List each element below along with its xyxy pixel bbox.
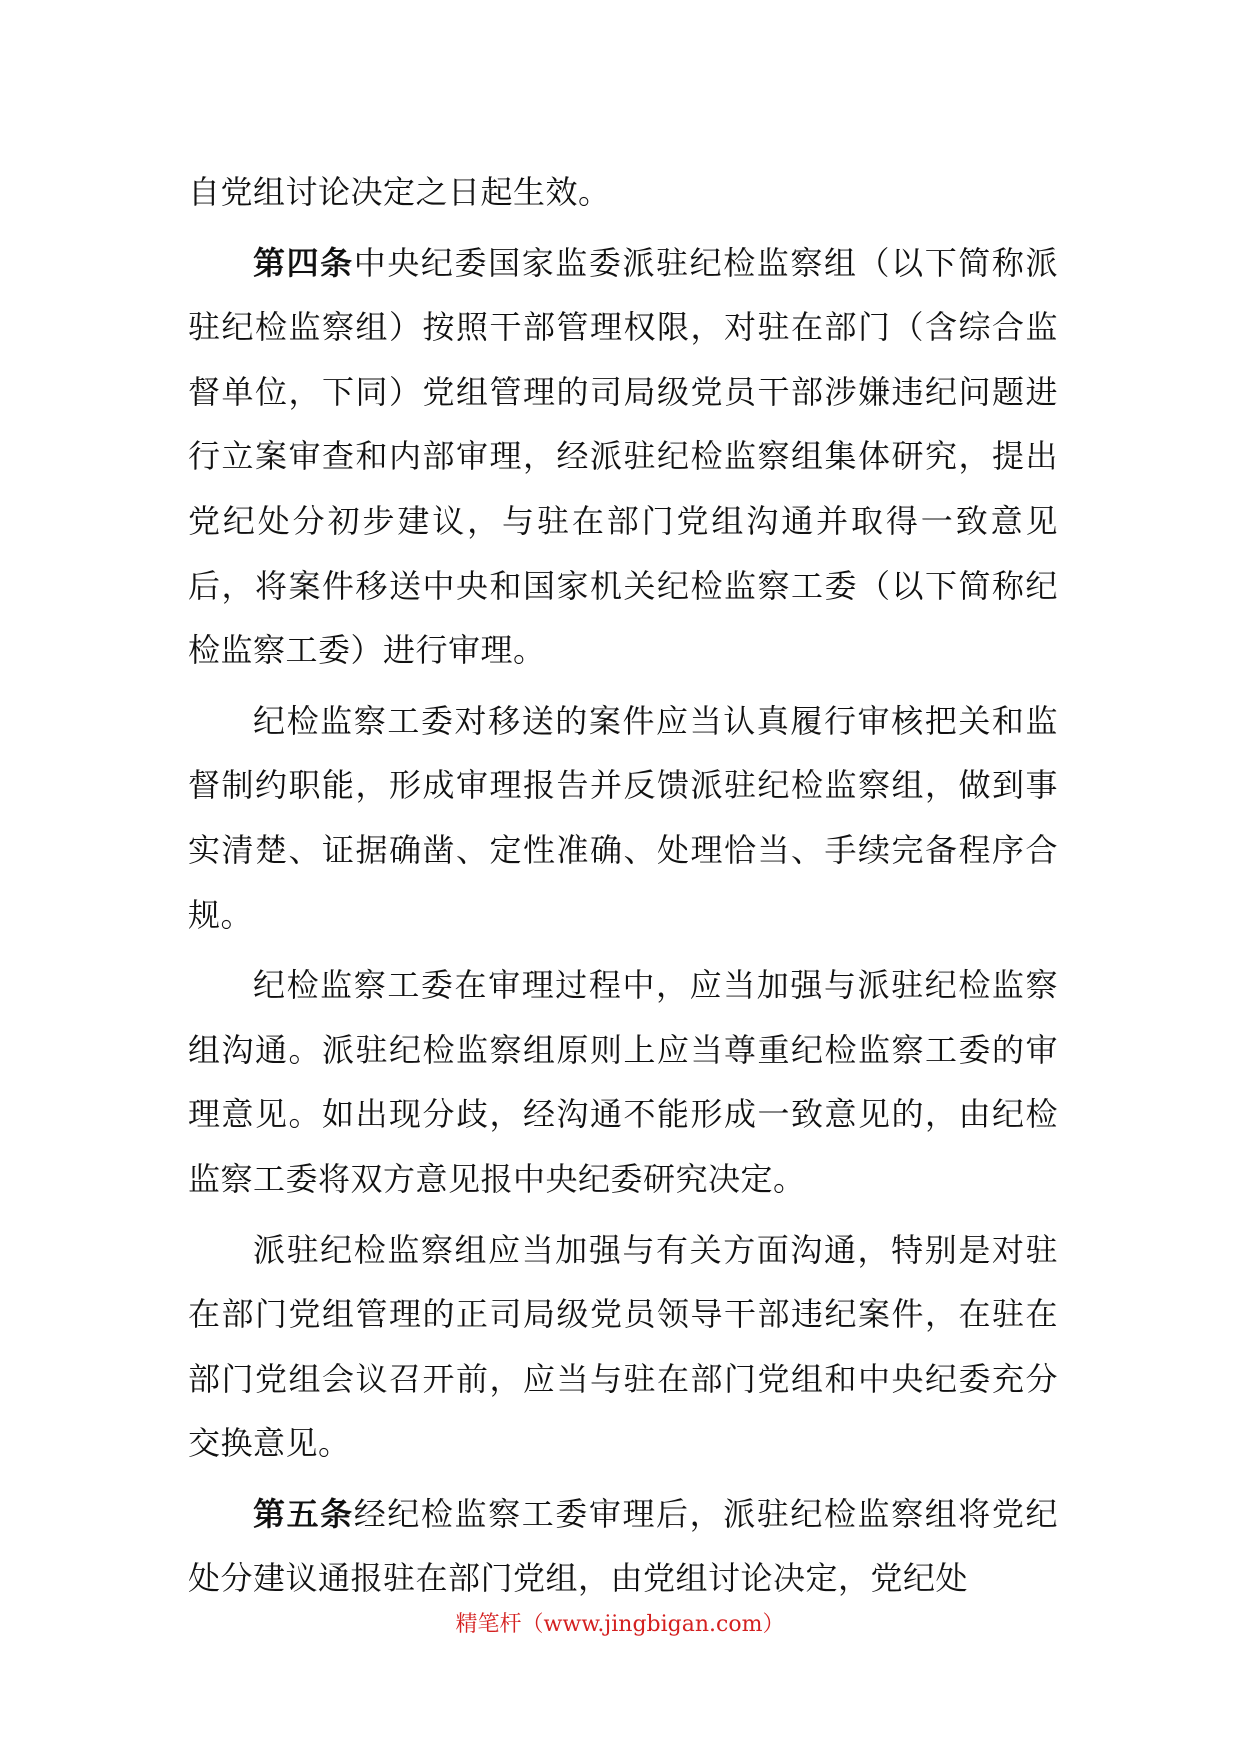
paragraph — [188, 953, 1058, 1211]
article-number: 第五条 — [253, 1494, 354, 1533]
footer-watermark: 精笔杆（www.jingbigan.com） — [455, 1612, 785, 1637]
paragraph-text: 纪检监察工委对移送的案件应当认真履行审核把关和监督制约职能，形成审理报告并反馈派驻纪检监察组，做到事实清楚、证据确凿、定性准确、处理恰当、手续完备程序合规。 — [188, 701, 1058, 934]
paragraph-text: 派驻纪检监察组应当加强与有关方面沟通，特别是对驻在部门党组管理的正司局级党员领导干部违纪案件，在驻在部门党组会议召开前，应当与驻在部门党组和中央纪委充分交换意见。 — [188, 1230, 1058, 1463]
paragraph-continuation — [188, 160, 1058, 225]
article-5-paragraph — [188, 1482, 1058, 1611]
document-body — [188, 160, 1058, 1617]
paragraph-text: 纪检监察工委在审理过程中，应当加强与派驻纪检监察组沟通。派驻纪检监察组原则上应当尊重纪检监察工委的审理意见。如出现分歧，经沟通不能形成一致意见的，由纪检监察工委将双方意见报中央纪委研究决定。 — [188, 966, 1058, 1198]
article-number: 第四条 — [253, 243, 354, 282]
paragraph — [188, 1218, 1058, 1476]
paragraph-text: 经纪检监察工委审理后，派驻纪检监察组将党纪处分建议通报驻在部门党组，由党组讨论决定，党纪处 — [188, 1494, 1058, 1598]
article-4-paragraph — [188, 231, 1058, 683]
paragraph — [188, 689, 1058, 947]
paragraph-text: 自党组讨论决定之日起生效。 — [188, 173, 611, 211]
paragraph-text: 中央纪委国家监委派驻纪检监察组（以下简称派驻纪检监察组）按照干部管理权限，对驻在部门（含综合监督单位，下同）党组管理的司局级党员干部涉嫌违纪问题进行立案审查和内部审理，经派驻纪检监察组集体研究，提出党纪处分初步建议，与驻在部门党组沟通并取得一致意见后，将案件移送中央和国家机关纪检监察工委（以下简称纪检监察工委）进行审理。 — [188, 243, 1058, 670]
